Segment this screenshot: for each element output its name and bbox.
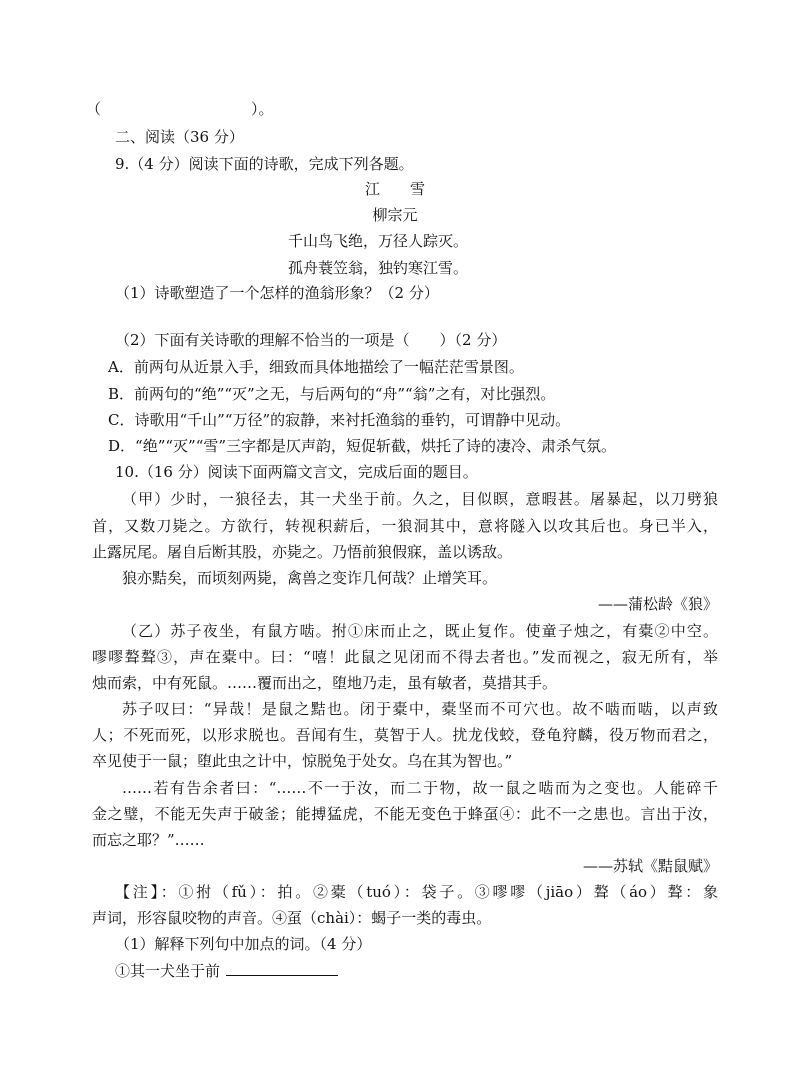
poem-line-2: 孤舟蓑笠翁，独钓寒江雪。 (288, 259, 469, 277)
question-9-sub1: （1）诗歌塑造了一个怎样的渔翁形象？（2 分） (115, 284, 439, 302)
question-10-sub1: （1）解释下列句中加点的词。（4 分） (115, 935, 372, 953)
passage-jia-source: ——蒲松龄《狼》 (597, 595, 718, 613)
question-9-stem: 9.（4 分）阅读下面的诗歌，完成下列各题。 (115, 155, 414, 173)
notes-line: 声词，形容鼠咬物的声音。④虿（chài）：蝎子一类的毒虫。 (92, 909, 492, 927)
passage-yi-line: 而忘之耶？”…… (92, 831, 205, 849)
passage-jia-line: （甲）少时，一狼径去，其一犬坐于前。久之，目似瞑，意暇甚。屠暴起，以刀劈狼 (122, 490, 718, 508)
option-a: A．前两句从近景入手，细致而具体地描绘了一幅茫茫雪景图。 (108, 358, 524, 376)
passage-yi-line: 人；不死而死，以形求脱也。吾闻有生，莫智于人。扰龙伐蛟，登龟狩麟，役万物而君之， (92, 726, 718, 744)
passage-yi-line: 烛而索，中有死鼠。……覆而出之，堕地乃走，虽有敏者，莫措其手。 (92, 674, 558, 692)
open-paren: （ (86, 100, 102, 118)
passage-jia-line: 止露尻尾。屠自后断其股，亦毙之。乃悟前狼假寐，盖以诱敌。 (92, 543, 513, 561)
passage-yi-line: 卒见使于一鼠；堕此虫之计中，惊脱兔于处女。乌在其为智也。” (92, 752, 513, 770)
passage-jia-line: 狼亦黠矣，而顷刻两毙，禽兽之变诈几何哉？止增笑耳。 (122, 569, 498, 587)
question-10-item1 (115, 961, 338, 981)
poem-author: 柳宗元 (372, 206, 418, 224)
option-b: B．前两句的“绝”“灭”之无，与后两句的“舟”“翁”之有，对比强烈。 (108, 385, 556, 403)
section-heading: 二、阅读（36 分） (115, 128, 244, 146)
item1-sentence: ①其一犬坐于前 (115, 962, 221, 980)
close-paren: ）。 (251, 100, 274, 118)
question-10-stem: 10.（16 分）阅读下面两篇文言文，完成后面的题目。 (115, 463, 478, 481)
option-c: C．诗歌用“千山”“万径”的寂静，来衬托渔翁的垂钓，可谓静中见动。 (108, 411, 571, 429)
passage-yi-line: ……若有告余者曰：“……不一于汝，而二于物，故一鼠之啮而为之变也。人能碎千 (122, 779, 718, 797)
passage-yi-line: （乙）苏子夜坐，有鼠方啮。拊①床而止之，既止复作。使童子烛之，有橐②中空。 (122, 622, 718, 640)
poem-line-1: 千山鸟飞绝，万径人踪灭。 (288, 232, 469, 250)
answer-blank[interactable] (226, 961, 338, 976)
passage-yi-line: 嘐嘐聱聱③，声在橐中。曰：“嘻！此鼠之见闭而不得去者也。”发而视之，寂无所有，举 (92, 648, 718, 666)
question-9-sub2: （2）下面有关诗歌的理解不恰当的一项是（ ）（2 分） (115, 331, 507, 349)
answer-paren-line (86, 99, 274, 119)
passage-yi-source: ——苏轼《黠鼠赋》 (582, 857, 718, 875)
poem-title: 江 雪 (364, 180, 425, 198)
passage-yi-line: 苏子叹曰：“异哉！是鼠之黠也。闭于橐中，橐坚而不可穴也。故不啮而啮，以声致 (122, 700, 718, 718)
passage-yi-line: 金之璧，不能无失声于破釜；能搏猛虎，不能无变色于蜂虿④：此不一之患也。言出于汝， (92, 805, 718, 823)
passage-jia-line: 首，又数刀毙之。方欲行，转视积薪后，一狼洞其中，意将隧入以攻其后也。身已半入， (92, 517, 718, 535)
notes-line: 【注】：①拊（fǔ）：拍。②橐（tuó）：袋子。③嘐嘐（jiāo）聱（áo）聱：象 (115, 883, 718, 901)
option-d: D．“绝”“灭”“雪”三字都是仄声韵，短促斩截，烘托了诗的凄冷、肃杀气氛。 (108, 437, 617, 455)
